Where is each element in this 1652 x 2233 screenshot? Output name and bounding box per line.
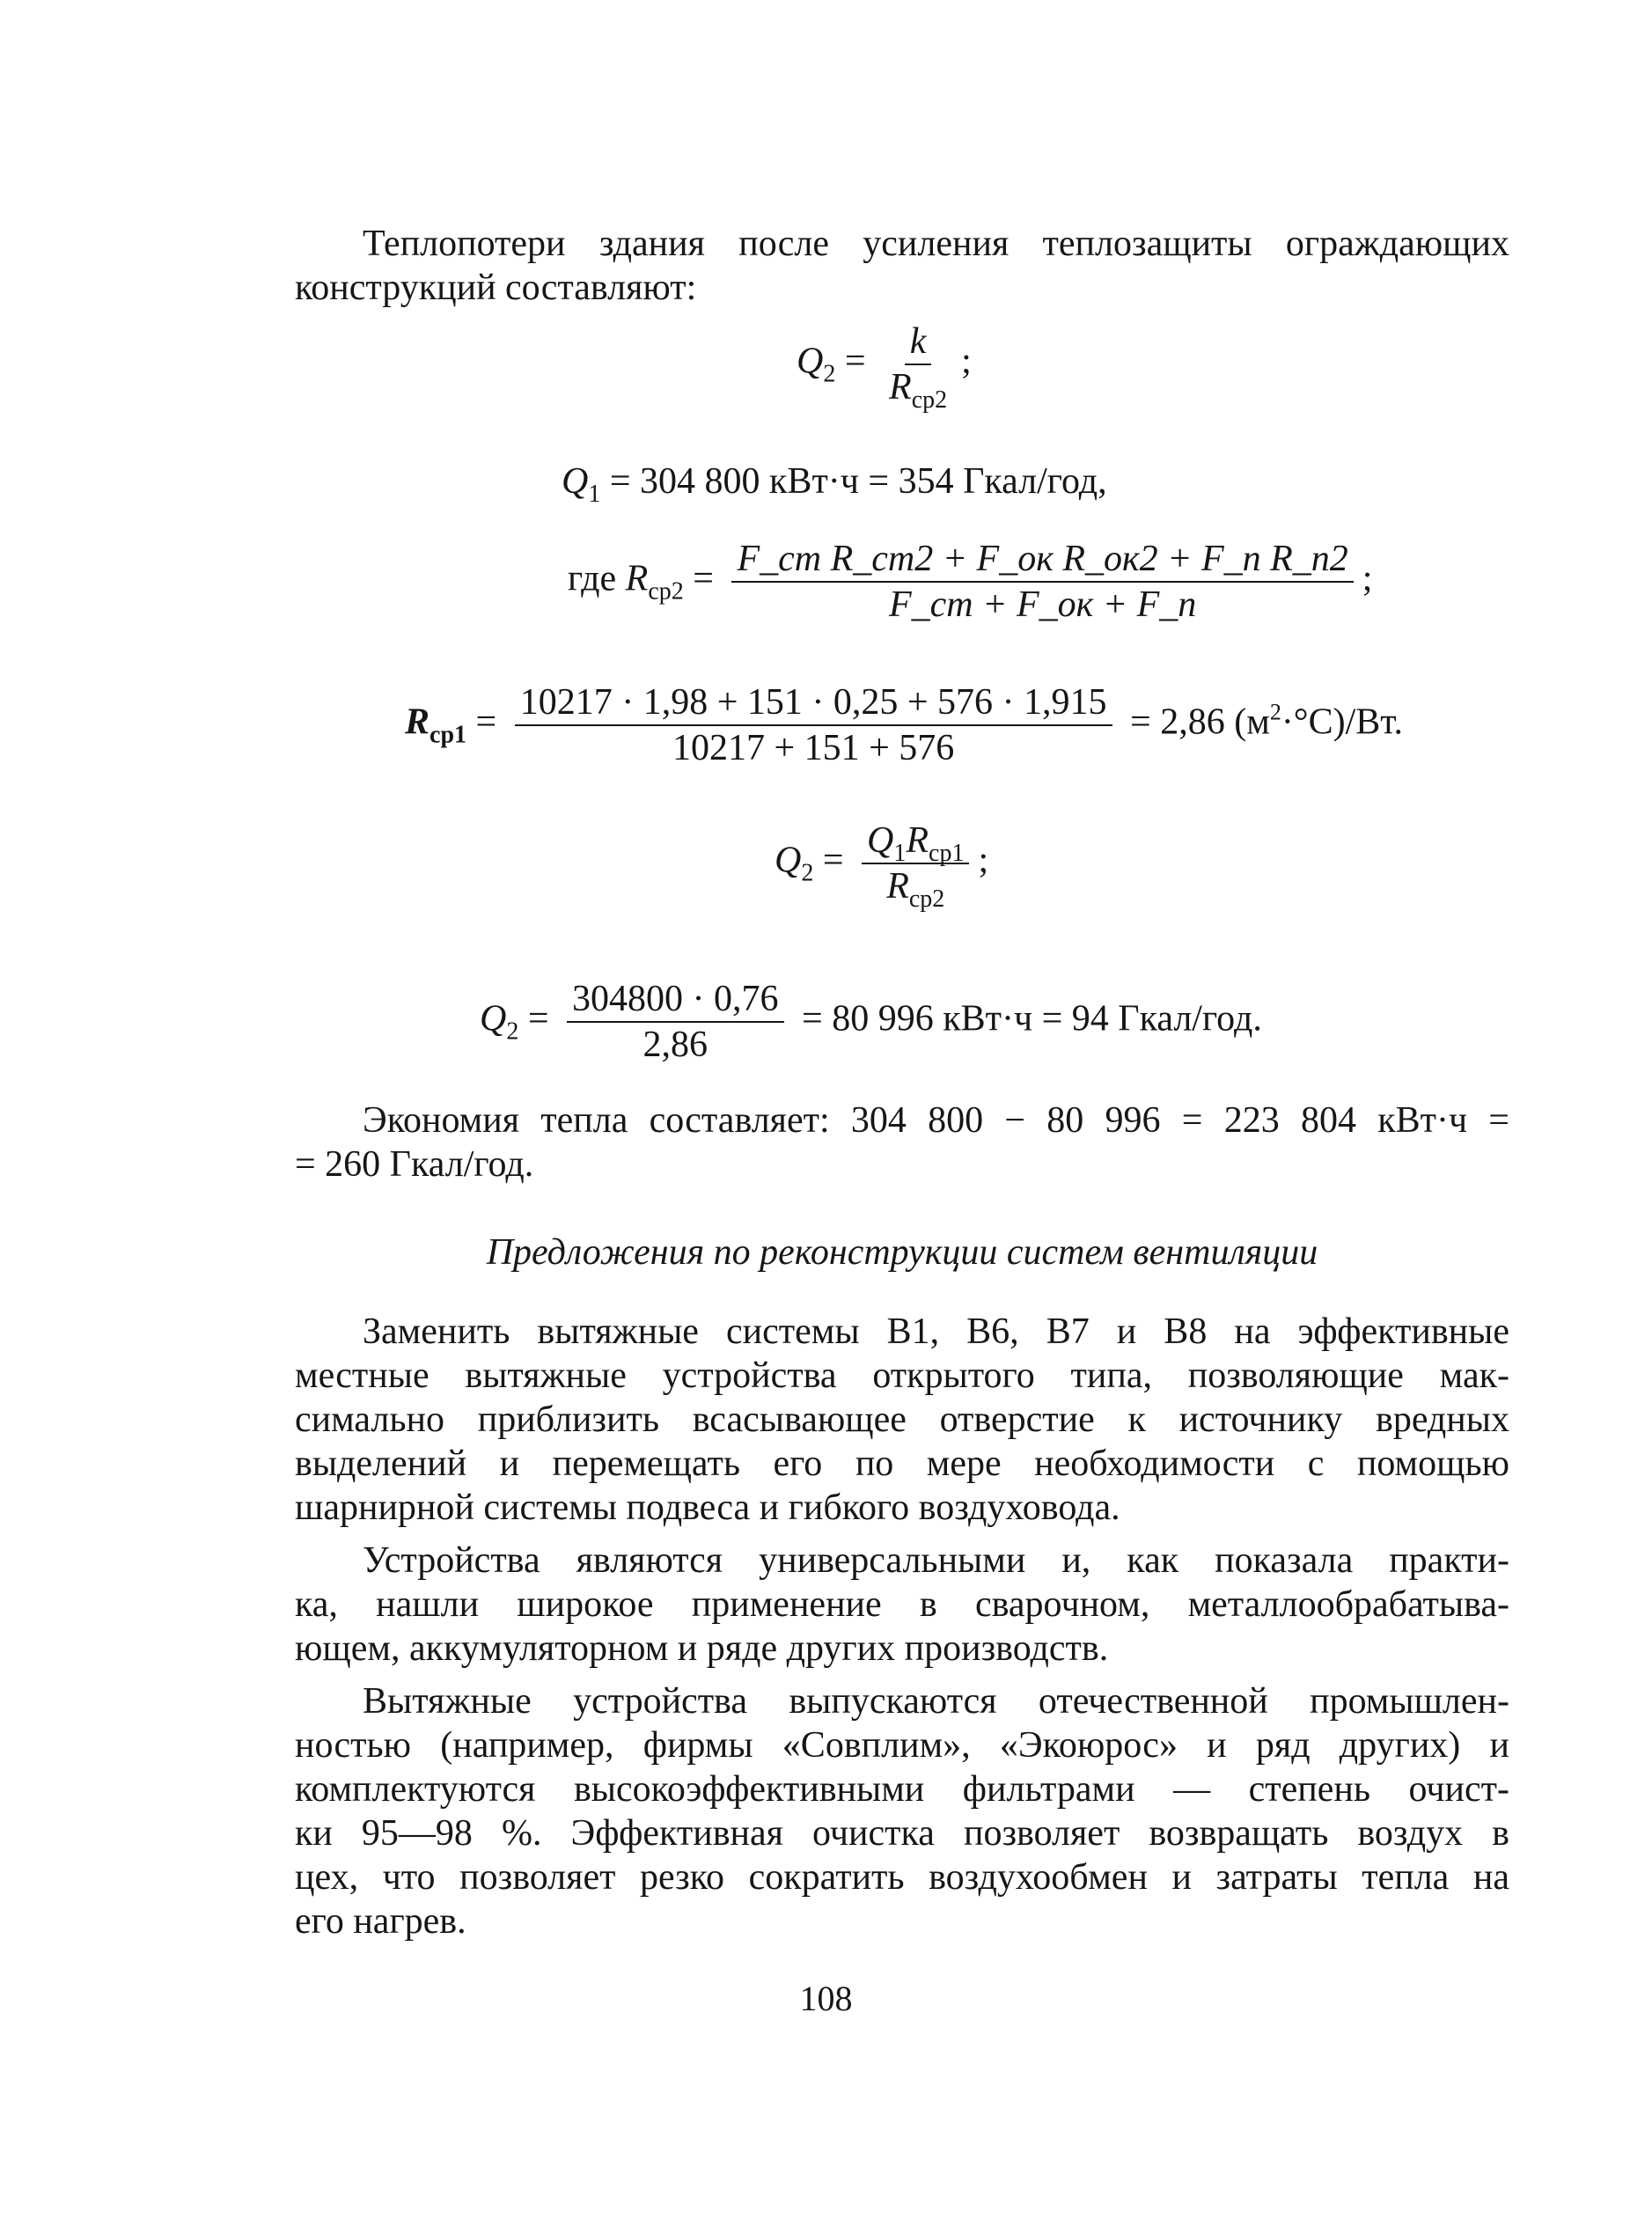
eq-rest: = 304 800 кВт·ч = 354 Гкал/год, [609,461,1107,502]
eq-subscript: ср1 [929,840,965,867]
paragraph-3-line: комплектуются высокоэффективными фильтрами — степень очист- [295,1769,1509,1810]
paragraph-1-line: симально приблизить всасывающее отверстие к источнику вредных [295,1399,1509,1440]
fraction-numerator: 304800 · 0,76 [567,979,784,1023]
eq-subscript: 2 [801,859,814,887]
eq-subscript: ср1 [430,721,467,749]
equation-q2-general: $Q_2$ = $\frac{Q_1R_{ср1}}{R_{ср2}}$ ; [775,820,989,913]
paragraph-2-line: Устройства являются универсальными и, как показала практи- [363,1540,1509,1581]
fraction-numerator: 10217 · 1,98 + 151 · 0,25 + 576 · 1,915 [515,682,1112,726]
eq-tail: ; [978,840,989,881]
economy-line-2: = 260 Гкал/год. [295,1144,534,1185]
eq-subscript: 2 [823,360,836,388]
equation-q2-formula: $Q_2$ = $\frac{k}{R_{ср2}}$ ; [797,321,972,414]
fraction-denominator: 2,86 [642,1025,709,1065]
fraction-numerator: k [905,321,932,365]
eq-subscript: 1 [588,481,601,508]
eq-subscript: ср2 [908,885,945,913]
fraction [567,979,784,1065]
eq-symbol: R [889,367,912,408]
eq-superscript: 2 [1269,699,1281,725]
paragraph-1-line: Заменить вытяжные системы В1, В6, В7 и В8 на эффективные [363,1311,1509,1352]
fraction-denominator: F_ст + F_ок + F_п [888,584,1197,625]
eq-tail: ; [961,341,972,382]
eq-symbol: Q [867,820,894,861]
page-number: 108 [799,1979,853,2018]
paragraph-2-line: ка, нашли широкое применение в сварочном, металлообрабатыва- [295,1584,1509,1625]
eq-symbol: Q [797,341,824,382]
eq-subscript: 2 [506,1017,519,1046]
eq-symbol: Q [775,840,802,881]
paragraph-1-line: местные вытяжные устройства открытого типа, позволяющие мак- [295,1355,1509,1396]
fraction [884,321,952,414]
fraction-denominator: 10217 + 151 + 576 [672,728,955,768]
eq-subscript: ср2 [648,577,684,606]
paragraph-3-line: его нагрев. [295,1901,466,1942]
equation-q1-value [562,459,1107,508]
equation-q2-value: $Q_2$ = $\frac{304800 \cdot 0,76}{2,86}$ = 80 996 кВт·ч = 94 Гкал/год. [480,979,1262,1065]
paragraph-1-line: выделений и перемещать его по мере необходимости с помощью [295,1443,1509,1484]
intro-line-1: Теплопотери здания после усиления теплозащиты ограждающих [363,224,1509,264]
eq-symbol: R [886,866,909,907]
eq-result-tail: ·°С)/Вт. [1281,701,1403,743]
paragraph-3-line: ки 95—98 %. Эффективная очистка позволяет возвращать воздух в [295,1813,1509,1854]
eq-subscript: ср2 [911,386,948,414]
eq-tail: ; [1362,558,1373,599]
eq-symbol: Q [480,998,507,1039]
fraction-numerator: F_ст R_ст2 + F_ок R_ок2 + F_п R_п2 [731,539,1353,583]
intro-line-2: конструкций составляют: [295,268,697,308]
fraction [731,539,1353,625]
eq-symbol: R [906,820,929,861]
equation-rcp1-value: $R_{ср1}$ = $\frac{10217 \cdot 1,98 + 151 \cdot 0,25 + 576 \cdot 1,915}{10217 + 151 + 576}$ = 2,86 $(м^2\cdot^\circ С)/Вт$. [405,682,1403,768]
paragraph-2-line: ющем, аккумуляторном и ряде других производств. [295,1628,1109,1669]
section-heading: Предложения по реконструкции систем вентиляции [486,1232,1318,1273]
eq-subscript: 1 [893,840,907,867]
eq-symbol: R [625,558,649,599]
eq-prefix: где [568,558,617,599]
equation-rcp2-formula: где $R_{ср2}$ = $\frac{\text{F\_ст R\_ст2 + F\_ок R\_ок2 + F\_п R\_п2}}{F\_ст + F\_ок + F\_п}$ ; [568,539,1373,625]
eq-result: = 2,86 (м [1130,701,1270,743]
economy-line-1: Экономия тепла составляет: 304 800 − 80 996 = 223 804 кВт·ч = [363,1100,1509,1141]
eq-rest: = 80 996 кВт·ч = 94 Гкал/год. [802,998,1262,1039]
paragraph-1-line: шарнирной системы подвеса и гибкого воздуховода. [295,1487,1120,1528]
eq-symbol: R [405,701,430,743]
eq-symbol: Q [562,461,589,502]
paragraph-3-line: Вытяжные устройства выпускаются отечественной промышлен- [363,1681,1509,1722]
paragraph-3-line: цех, что позволяет резко сократить воздухообмен и затраты тепла на [295,1857,1509,1898]
paragraph-3-line: ностью (например, фирмы «Совплим», «Экоюрос» и ряд других) и [295,1725,1509,1766]
fraction [515,682,1112,768]
